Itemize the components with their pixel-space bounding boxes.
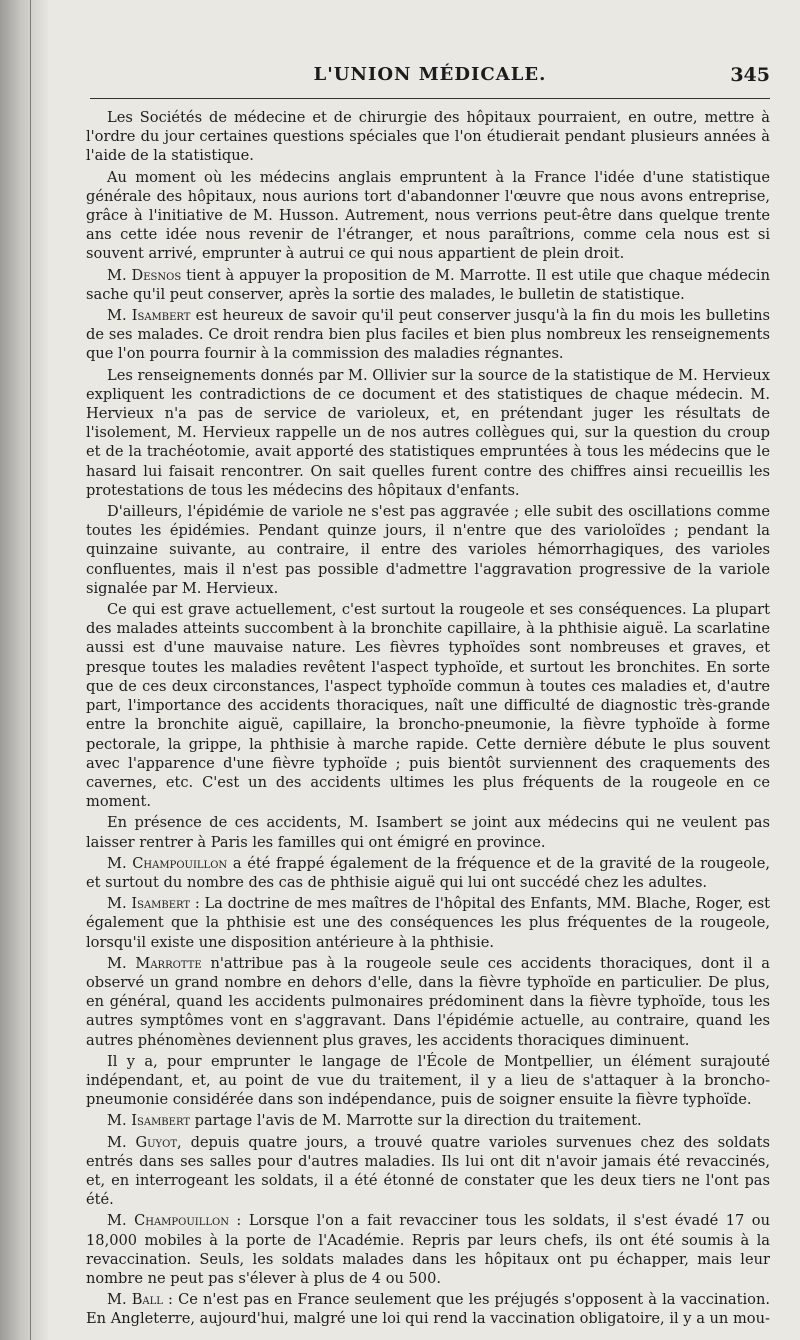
speaker-name: Marrotte [135, 954, 202, 972]
paragraph-text: Ce n'est pas en France seulement que les préjugés s'opposent à la vaccination. En Angleterre, aujourd'hui, malgré une loi qui rend la vaccination obligatoire, il y a un mou- [86, 1291, 770, 1328]
page-header [90, 64, 770, 94]
paragraph-text: Les renseignements donnés par M. Ollivier sur la source de la statistique de M. Hervieux expliquent les contradictions de ce document et des statistiques de chaque médecin. M. Hervieux n'a pas de service de varioleux, et, en prétendant juger les résultats de l'isolement, M. Hervieux rappelle un de nos autres collègues qui, sur la question du croup et de la trachéotomie, avait apporté des statistiques empruntées à tous les médecins que le hasard lui faisait rencontrer. On sait quelles furent contre des chiffres ainsi recueillis les protestations de tous les médecins des hôpitaux d'enfants. [86, 366, 770, 499]
paragraph-text: n'attribue pas à la rougeole seule ces accidents thoraciques, dont il a observé un grand nombre en dehors d'elle, dans la fièvre typhoïde en particulier. De plus, en général, quand les accidents pulmonaires prédominent dans la fièvre typhoïde, tous les autres symptômes vont en s'aggravant. Dans l'épidémie actuelle, au contraire, quand les autres phénomènes deviennent plus graves, les accidents thoraciques diminuent. [86, 954, 771, 1049]
speaker-name: Champouillon : [134, 1212, 242, 1230]
page-number: 345 [730, 64, 770, 86]
paragraph: M. Isambert partage l'avis de M. Marrotte sur la direction du traitement. [107, 1112, 642, 1130]
binding-edge-line [30, 0, 31, 1340]
speaker-name: Desnos [131, 266, 182, 284]
binding-gutter [0, 0, 48, 1340]
paragraph: M. Isambert : La doctrine de mes maîtres de l'hôpital des Enfants, MM. Blache, Roger, est également que la phthisie est une des conséquences les plus fréquentes de la rougeole, lorsqu'il existe une disposition antérieure à la phthisie. [86, 895, 770, 951]
paragraph-text: a été frappé également de la fréquence et de la gravité de la rougeole, et surtout du nombre des cas de phthisie aiguë qui lui ont succédé chez les adultes. [86, 854, 770, 891]
paragraph: M. Marrotte n'attribue pas à la rougeole seule ces accidents thoraciques, dont il a observé un grand nombre en dehors d'elle, dans la fièvre typhoïde en particulier. De plus, en général, quand les accidents pulmonaires prédominent dans la fièvre typhoïde, tous les autres symptômes vont en s'aggravant. Dans l'épidémie actuelle, au contraire, quand les autres phénomènes deviennent plus graves, les accidents thoraciques diminuent. [86, 954, 771, 1049]
running-title: L'UNION MÉDICALE. [313, 64, 547, 85]
paragraph: M. Ball : Ce n'est pas en France seulement que les préjugés s'opposent à la vaccination. En Angleterre, aujourd'hui, malgré une loi qui rend la vaccination obligatoire, il y a un mou- [86, 1291, 770, 1328]
paragraph-text: Au moment où les médecins anglais empruntent à la France l'idée d'une statistique générale des hôpitaux, nous aurions tort d'abandonner l'œuvre que nous avons entreprise, grâce à l'initiative de M. Husson. Autrement, nous verrions peut-être dans quelque trente ans cette idée nous revenir de l'étranger, et nous paraîtrions, comme cela nous est si souvent arrivé, emprunter à autrui ce qui nous appartient de plein droit. [86, 168, 770, 263]
paragraph-text: En présence de ces accidents, M. Isambert se joint aux médecins qui ne veulent pas laisser rentrer à Paris les familles qui ont émigré en province. [86, 814, 770, 851]
speaker-name: Ball : [131, 1291, 173, 1309]
paragraph-text: Les Sociétés de médecine et de chirurgie des hôpitaux pourraient, en outre, mettre à l'ordre du jour certaines questions spéciales que l'on étudierait pendant plusieurs années à l'aide de la statistique. [86, 109, 770, 165]
paragraph: M. Isambert est heureux de savoir qu'il peut conserver jusqu'à la fin du mois les bulletins de ses malades. Ce droit rendra bien plus faciles et bien plus nombreux les renseignements que l'on pourra fournir à la commission des maladies régnantes. [86, 307, 771, 363]
paragraph [86, 1052, 770, 1110]
paragraph [86, 168, 770, 264]
paragraph-text: Il y a, pour emprunter le langage de l'École de Montpellier, un élément surajouté indépendant, et, au point de vue du traitement, il y a lieu de s'attaquer à la broncho-pneumonie considérée dans son indépendance, puis de soigner ensuite la fièvre typhoïde. [86, 1052, 770, 1109]
paragraph [86, 366, 770, 500]
paragraph [86, 813, 770, 851]
paragraph: M. Desnos tient à appuyer la proposition de M. Marrotte. Il est utile que chaque médecin sache qu'il peut conserver, après la sortie des malades, le bulletin de statistique. [86, 266, 770, 303]
paragraph: M. Guyot, depuis quatre jours, a trouvé quatre varioles survenues chez des soldats entrés dans ses salles pour d'autres maladies. Ils lui ont dit n'avoir jamais été revaccinés, et, en interrogeant les soldats, il a été étonné de constater que les deux tiers ne l'ont pas été. [86, 1133, 771, 1209]
speaker-name: Champouillon [132, 854, 228, 872]
paragraph-text: tient à appuyer la proposition de M. Marrotte. Il est utile que chaque médecin sache qu'il peut conserver, après la sortie des malades, le bulletin de statistique. [86, 266, 770, 303]
speaker-name: Isambert [131, 307, 191, 325]
speaker-name: Guyot, [135, 1133, 182, 1151]
paragraph: M. Champouillon a été frappé également de la fréquence et de la gravité de la rougeole, et surtout du nombre des cas de phthisie aiguë qui lui ont succédé chez les adultes. [86, 854, 770, 891]
paragraph [86, 600, 770, 811]
paragraph-text: Lorsque l'on a fait revacciner tous les soldats, il s'est évadé 17 ou 18,000 mobiles à la porte de l'Académie. Repris par leurs chefs, ils ont été soumis à la revaccination. Seuls, les soldats malades dans les hôpitaux ont pu échapper, mais leur nombre ne peut pas s'élever à plus de 4 ou 500. [86, 1212, 770, 1287]
paragraph [86, 502, 770, 598]
paragraph-text: Ce qui est grave actuellement, c'est surtout la rougeole et ses conséquences. La plupart des malades atteints succombent à la bronchite capillaire, à la phthisie aiguë. La scarlatine aussi est d'une mauvaise nature. Les fièvres typhoïdes sont nombreuses et graves, et presque toutes les maladies revêtent l'aspect typhoïde, et surtout les bronchites. En sorte que de ces deux circonstances, l'aspect typhoïde commun à toutes ces maladies et, d'autre part, l'importance des accidents thoraciques, naît une difficulté de diagnostic très-grande entre la bronchite aiguë, capillaire, la broncho-pneumonie, la fièvre typhoïde à forme pectorale, la grippe, la phthisie à marche rapide. Cette dernière débute le plus souvent avec l'apparence d'une fièvre typhoïde ; puis bientôt surviennent des craquements des cavernes, etc. C'est un des accidents ultimes les plus fréquents de la rougeole en ce moment. [86, 601, 770, 811]
speaker-name: Isambert : [131, 895, 200, 913]
speaker-name: Isambert [131, 1112, 190, 1130]
paragraph-text: depuis quatre jours, a trouvé quatre varioles survenues chez des soldats entrés dans ses salles pour d'autres maladies. Ils lui ont dit n'avoir jamais été revaccinés, et, en interrogeant les soldats, il a été étonné de constater que les deux tiers ne l'ont pas été. [86, 1133, 771, 1209]
paragraph: M. Champouillon : Lorsque l'on a fait revacciner tous les soldats, il s'est évadé 17 ou 18,000 mobiles à la porte de l'Académie. Repris par leurs chefs, ils ont été soumis à la revaccination. Seuls, les soldats malades dans les hôpitaux ont pu échapper, mais leur nombre ne peut pas s'élever à plus de 4 ou 500. [86, 1212, 770, 1287]
paragraph-text: La doctrine de mes maîtres de l'hôpital des Enfants, MM. Blache, Roger, est également que la phthisie est une des conséquences les plus fréquentes de la rougeole, lorsqu'il existe une disposition antérieure à la phthisie. [86, 895, 770, 951]
paragraph-text: partage l'avis de M. Marrotte sur la direction du traitement. [194, 1112, 642, 1130]
paragraph-text: est heureux de savoir qu'il peut conserver jusqu'à la fin du mois les bulletins de ses malades. Ce droit rendra bien plus faciles et bien plus nombreux les renseignements que l'on pourra fournir à la commission des maladies régnantes. [86, 307, 771, 363]
article-body [86, 108, 770, 1331]
paragraph-text: D'ailleurs, l'épidémie de variole ne s'est pas aggravée ; elle subit des oscillations comme toutes les épidémies. Pendant quinze jours, il n'entre que des varioloïdes ; pendant la quinzaine suivante, au contraire, il entre des varioles hémorrhagiques, des varioles confluentes, mais il n'est pas possible d'admettre l'aggravation progressive de la variole signalée par M. Hervieux. [86, 503, 770, 597]
header-rule [90, 98, 770, 99]
paragraph [86, 108, 770, 166]
